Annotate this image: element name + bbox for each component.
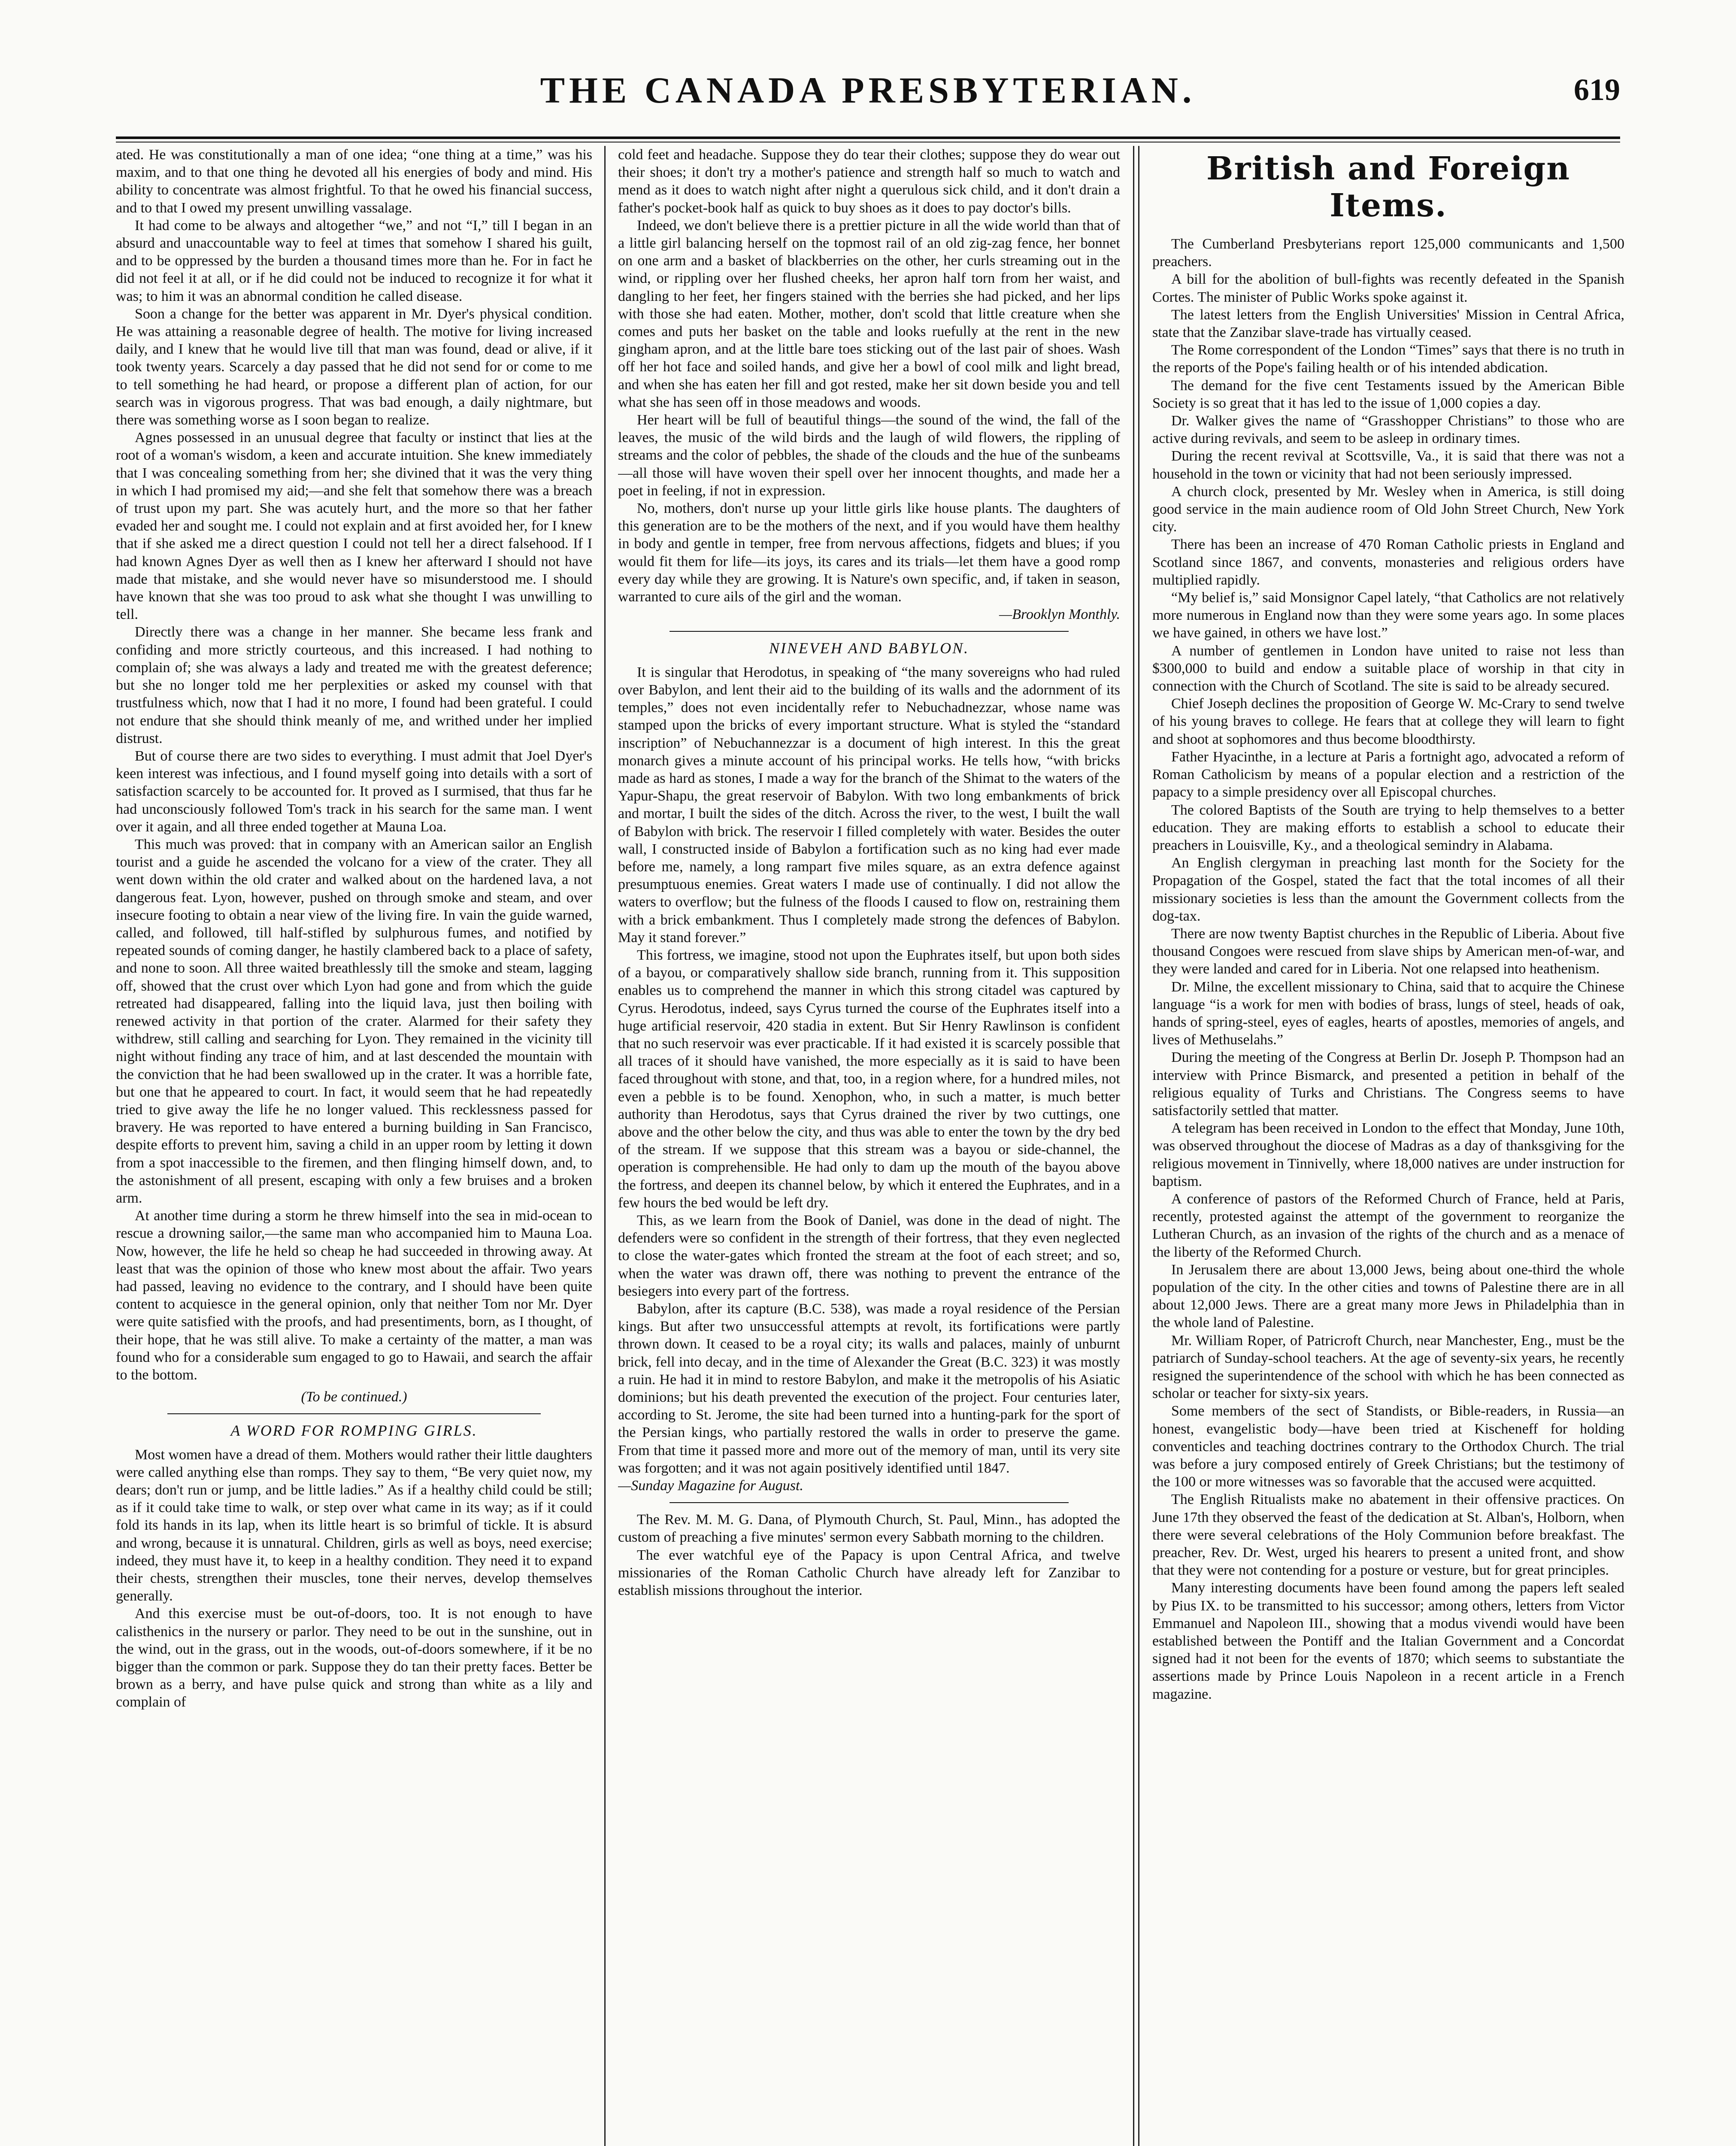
paragraph: Soon a change for the better was apparent in Mr. Dyer's physical condition. He was attaining a reasonable degree of health. The motive for living increased daily, and I knew that he would live till that man was found, dead or alive, if it took twenty years. Scarcely a day passed that he did not send for or come to me to tell something he had heard, or propose a different plan of action, for our search was in vigorous progress. That was bad enough, a daily nightmare, but there was something worse as I soon began to realize. [116, 306, 592, 428]
column-1 [116, 146, 592, 2146]
news-item: The latest letters from the English Universities' Mission in Central Africa, state that the Zanzibar slave-trade has virtually ceased. [1152, 306, 1624, 341]
paragraph: This much was proved: that in company with an American sailor an English tourist and a guide he ascended the volcano for a view of the crater. They all went down within the old crater and walked about on the hardened lava, a not dangerous feat. Lyon, however, pushed on through smoke and steam, and over insecure footing to obtain a near view of the living fire. In vain the guide warned, called, and followed, till half-stifled by sulphurous fumes, and notified by repeated sounds of coming danger, he hastily clambered back to a place of safety, and none to soon. All three waited breathlessly till the smoke and steam, lagging off, showed that the crust over which Lyon had gone and from which the guide retreated had disappeared, falling into the liquid lava, just then boiling with renewed activity in that portion of the crater. Alarmed for their safety they withdrew, still calling and searching for Lyon. They remained in the vicinity till night without finding any trace of him, and at last descended the mountain with the conviction that he had been swallowed up in the crater. It was a horrible fate, but one that he appeared to court. In fact, it would seem that he had repeatedly tried to give away the life he no longer valued. This recklessness passed for bravery. He was reported to have entered a burning building in San Francisco, despite efforts to prevent him, saving a child in an upper room by letting it down from a spot inaccessible to the firemen, and then flinging himself down, and, to the astonishment of all present, escaping with only a few bruises and a broken arm. [116, 836, 592, 1206]
paragraph: Directly there was a change in her manner. She became less frank and confiding and more strictly courteous, and this increased. I had nothing to complain of; she was always a lady and treated me with the greatest deference; but she no longer told me her perplexities or asked my counsel with that trustfulness which, now that I had it no more, I found had been grateful. I could not endure that she should think meanly of me, and writhed under her implied distrust. [116, 624, 592, 746]
news-item: During the recent revival at Scottsville, Va., it is said that there was not a household in the town or vicinity that had not been seriously impressed. [1152, 448, 1624, 482]
news-item: In Jerusalem there are about 13,000 Jews, being about one-third the whole population of the city. In the other cities and towns of Palestine there are in all about 12,000 Jews. There are a great many more Jews in Philadelphia than in the whole land of Palestine. [1152, 1261, 1624, 1331]
paragraph: And this exercise must be out-of-doors, too. It is not enough to have calisthenics in the nursery or parlor. They need to be out in the sunshine, out in the wind, out in the grass, out in the woods, out-of-doors somewhere, if it be no bigger than the common or park. Suppose they do tan their pretty faces. Better be brown as a berry, and have pulse quick and strong than white as a lily and complain of [116, 1606, 592, 1710]
column-2 [618, 146, 1120, 2146]
page-number: 619 [1574, 73, 1620, 107]
news-item: A number of gentlemen in London have united to raise not less than $300,000 to build and endow a suitable place of worship in that city in connection with the Church of Scotland. The site is said to be already secured. [1152, 643, 1624, 694]
column-3 [1152, 146, 1624, 2146]
paragraph: It is singular that Herodotus, in speaking of “the many sovereigns who had ruled over Babylon, and lent their aid to the building of its walls and the adornment of its temples,” does not even incidentally refer to Nebuchadnezzar, whose name was stamped upon the bricks of every important structure. What is styled the “standard inscription” of Nebuchannezzar is a document of high interest. In this the great monarch gives a minute account of his principal works. He tells how, “with bricks made as hard as stones, I made a way for the branch of the Shimat to the waters of the Yapur-Shapu, the great reservoir of Babylon. With two long embankments of brick and mortar, I built the sides of the ditch. Across the river, to the west, I built the wall of Babylon with brick. The reservoir I filled completely with water. Besides the outer wall, I constructed inside of Babylon a fortification such as no king had ever made before me, namely, a long rampart five miles square, as an extra defence against presumptuous enemies. Great waters I made use of continually. I did not allow the waters to overflow; but the fulness of the floods I caused to flow on, restraining them with a brick embankment. Thus I completely made strong the defences of Babylon. May it stand forever.” [618, 664, 1120, 946]
news-item: The demand for the five cent Testaments issued by the American Bible Society is so great that it has led to the issue of 1,000 copies a day. [1152, 377, 1624, 411]
section-rule [670, 631, 1069, 632]
paragraph: ated. He was constitutionally a man of one idea; “one thing at a time,” was his maxim, and to that one thing he devoted all his energies of body and mind. His ability to concentrate was almost frightful. To that he owed his financial success, and to that I owed my present unwilling vassalage. [116, 147, 592, 216]
column-divider [604, 146, 606, 2146]
news-item: The Rome correspondent of the London “Times” says that there is no truth in the reports of the Pope's failing health or of his intended abdication. [1152, 342, 1624, 376]
paragraph: Most women have a dread of them. Mothers would rather their little daughters were called anything else than romps. They say to them, “Be very quiet now, my dears; don't run or jump, and be little ladies.” As if a healthy child could be still; as if it could take time to walk, or step over what came in its way; as if it could fold its hands in its lap, when its little heart is so brimful of tickle. It is absurd and wrong, because it is unnatural. Children, girls as well as boys, need exercise; indeed, they must have it, to keep in a healthy condition. They need it to expand their chests, strengthen their muscles, tone their nerves, develop themselves generally. [116, 1446, 592, 1604]
news-item: An English clergyman in preaching last month for the Society for the Propagation of the Gospel, stated the fact that the total incomes of all their missionary societies is less than the amount the Government collects from the dog-tax. [1152, 855, 1624, 924]
paragraph: No, mothers, don't nurse up your little girls like house plants. The daughters of this generation are to be the mothers of the next, and if you would have them healthy in body and gentle in temper, free from nervous affections, fidgets and blues; if you would fit them for life—its joys, its cares and its trials—let them have a good romp every day while they are growing. It is Nature's own specific, and, if taken in season, warranted to cure ails of the girl and the woman. [618, 500, 1120, 605]
section-rule [167, 1413, 541, 1414]
paragraph: Indeed, we don't believe there is a prettier picture in all the wide world than that of a little girl balancing herself on the topmost rail of an old zig-zag fence, her bonnet on one arm and a basket of blackberries on the other, her curls streaming out in the wind, or rippling over her flushed cheeks, her apron half torn from her waist, and dangling to her feet, her fingers stained with the berries she had picked, and her lips with those she had eaten. Mother, mother, don't scold that little creature when she comes and puts her basket on the table and looks ruefully at the rent in the new gingham apron, and at the little bare toes sticking out of the last pair of shoes. Wash off her hot face and soiled hands, and give her a bowl of cool milk and light bread, and when she has eaten her fill and got rested, make her sit down beside you and tell what she has seen off in those meadows and woods. [618, 217, 1120, 410]
news-item: “My belief is,” said Monsignor Capel lately, “that Catholics are not relatively more numerous in England now than they were some years ago. In some places we have gained, in others we have lost.” [1152, 590, 1624, 641]
news-item: Chief Joseph declines the proposition of George W. Mc-Crary to send twelve of his young braves to college. He fears that at college they will learn to fight and shoot at sophomores and thus become bloodthirsty. [1152, 696, 1624, 747]
masthead-rule [116, 136, 1620, 139]
article-heading: NINEVEH AND BABYLON. [769, 640, 969, 657]
news-item: A telegram has been received in London to the effect that Monday, June 10th, was observed throughout the diocese of Madras as a day of thanksgiving for the religious movement in Tinnivelly, where 18,000 natives are under instruction for baptism. [1152, 1120, 1624, 1189]
news-item: The Cumberland Presbyterians report 125,000 communicants and 1,500 preachers. [1152, 236, 1624, 270]
paragraph: Her heart will be full of beautiful things—the sound of the wind, the fall of the leaves, the music of the wild birds and the laugh of wild flowers, the rippling of streams and the color of pebbles, the shade of the clouds and the hue of the sunbeams—all those will have woven their spell over her innocent thoughts, and made her a poet in feeling, if not in expression. [618, 412, 1120, 499]
section-rule [670, 1502, 1069, 1503]
paragraph: This, as we learn from the Book of Daniel, was done in the dead of night. The defenders were so confident in the strength of their fortress, that they even neglected to close the water-gates which fronted the stream at the foot of each street; and so, when the water was drawn off, there was nothing to prevent the entrance of the besiegers into every part of the fortress. [618, 1212, 1120, 1299]
paragraph: This fortress, we imagine, stood not upon the Euphrates itself, but upon both sides of a bayou, or comparatively shallow side branch, running from it. This supposition enables us to comprehend the manner in which this strong citadel was captured by Cyrus. Herodotus, indeed, says Cyrus turned the course of the Euphrates itself into a huge artificial reservoir, 420 stadia in extent. But Sir Henry Rawlinson is confident that no such reservoir was ever practicable. If it had existed it is scarcely possible that all traces of it should have vanished, the more especially as it is said to have been faced throughout with stone, and that, too, in a region where, for a hundred miles, not even a pebble is to be found. Xenophon, who, in such a matter, is much better authority than Herodotus, says that Cyrus drained the river by two cuttings, one above and the other below the city, and thus was able to enter the town by the dry bed of the stream. If we suppose that this stream was a bayou or side-channel, the operation is comprehensible. He had only to dam up the mouth of the bayou above the fortress, and deepen its channel below, by which it entered the Euphrates, and in a few hours the bed would be left dry. [618, 947, 1120, 1211]
paragraph: Babylon, after its capture (B.C. 538), was made a royal residence of the Persian kings. But after two unsuccessful attempts at revolt, its fortifications were partly thrown down. It ceased to be a royal city; its walls and palaces, mainly of unburnt brick, fell into decay, and in the time of Alexander the Great (B.C. 323) it was mostly a ruin. He had it in mind to restore Babylon, and make it the metropolis of his Asiatic dominions; but his death prevented the execution of the project. Four centuries later, according to St. Jerome, the site had been turned into a hunting-park for the sport of the Persian kings, who partially restored the walls in order to preserve the game. From that time it passed more and more out of the memory of man, until its very site was forgotten; and it was not again positively identified until 1847. [618, 1301, 1120, 1476]
news-item: Many interesting documents have been found among the papers left sealed by Pius IX. to be transmitted to his successor; among others, letters from Victor Emmanuel and Napoleon III., showing that a modus vivendi would have been established between the Pontiff and the Italian Government and a Concordat signed had it not been for the events of 1870; which seems to substantiate the assertions made by Prince Louis Napoleon in a recent article in a French magazine. [1152, 1580, 1624, 1702]
news-item: A church clock, presented by Mr. Wesley when in America, is still doing good service in the main audience room of Old John Street Church, New York city. [1152, 483, 1624, 535]
news-item: A conference of pastors of the Reformed Church of France, held at Paris, recently, protested against the attempt of the government to reorganize the Lutheran Church, as an invasion of the rights of the church and as a menace of the liberty of the Reformed Church. [1152, 1191, 1624, 1260]
news-item: Dr. Walker gives the name of “Grasshopper Christians” to those who are active during revivals, and seem to be asleep in ordinary times. [1152, 413, 1624, 447]
section-heading: British and Foreign Items. [1206, 150, 1570, 224]
paragraph: cold feet and headache. Suppose they do tear their clothes; suppose they do wear out their shoes; it don't try a mother's patience and strength half so much to watch and mend as it does to watch night after night a querulous sick child, and it don't drain a father's pocket-book half as quick to buy shoes as it does to pay doctor's bills. [618, 147, 1120, 216]
paragraph: It had come to be always and altogether “we,” and not “I,” till I began in an absurd and unaccountable way to feel at times that somehow I shared his guilt, and to be oppressed by the burden a thousand times more than he. For in fact he did not feel it at all, or if he did could not be induced to recognize it for what it was; to him it was an abnormal condition he called disease. [116, 217, 592, 304]
paragraph: The Rev. M. M. G. Dana, of Plymouth Church, St. Paul, Minn., has adopted the custom of preaching a five minutes' sermon every Sabbath morning to the children. [618, 1512, 1120, 1546]
news-item: The English Ritualists make no abatement in their offensive practices. On June 17th they observed the feast of the dedication at St. Alban's, Holborn, when there were several celebrations of the Holy Communion before breakfast. The preacher, Rev. Dr. West, urged his hearers to present a united front, and show that they were not contending for a posture or vesture, but for great principles. [1152, 1491, 1624, 1579]
news-item: A bill for the abolition of bull-fights was recently defeated in the Spanish Cortes. The minister of Public Works spoke against it. [1152, 271, 1624, 305]
paragraph: The ever watchful eye of the Papacy is upon Central Africa, and twelve missionaries of the Roman Catholic Church have already left for Zanzibar to establish missions throughout the interior. [618, 1547, 1120, 1599]
article-source: —Brooklyn Monthly. [999, 606, 1120, 623]
news-item: There are now twenty Baptist churches in the Republic of Liberia. About five thousand Congoes were rescued from slave ships by American men-of-war, and they were landed and cared for in Liberia. Not one relapsed into heathenism. [1152, 925, 1624, 977]
news-item: The colored Baptists of the South are trying to help themselves to a better education. They are making efforts to establish a school to educate their preachers in Louisville, Ky., and a theological semindry in Alabama. [1152, 802, 1624, 853]
paragraph: Agnes possessed in an unusual degree that faculty or instinct that lies at the root of a woman's wisdom, a keen and accurate intuition. She knew immediately that I was concealing something from her; she divined that it was the very thing in which I had promised my aid;—and she felt that somehow there was a breach of trust upon my part. She was acutely hurt, and the more so that her father evaded her and sought me. I could not explain and at first avoided her, for I knew that if she asked me a direct question I could not tell her a direct falsehood. If I had known Agnes Dyer as well then as I knew her afterward I should not have made that mistake, and she would never have so misunderstood me. I should have known that she was too proud to ask what she thought I was unwilling to tell. [116, 430, 592, 623]
paragraph: But of course there are two sides to everything. I must admit that Joel Dyer's keen interest was infectious, and I found myself going into details with a sort of satisfaction scarcely to be accounted for. It proved as I surmised, that thus far he had unconsciously followed Tom's track in his search for the same man. I went over it again, and all three ended together at Mauna Loa. [116, 748, 592, 835]
article-heading: A WORD FOR ROMPING GIRLS. [230, 1422, 478, 1440]
news-item: Some members of the sect of Standists, or Bible-readers, in Russia—an honest, evangelistic body—have been tried at Kischeneff for holding conventicles and teaching doctrines contrary to the Orthodox Church. The trial was before a jury composed entirely of Greek Christians; but the testimony of the 100 or more witnesses was so favorable that the accused were acquitted. [1152, 1403, 1624, 1490]
article-source: —Sunday Magazine for August. [618, 1478, 803, 1494]
news-item: Mr. William Roper, of Patricroft Church, near Manchester, Eng., must be the patriarch of Sunday-school teachers. At the age of seventy-six years, he recently resigned the superintendence of the school with which he has been connected as scholar or teacher for sixty-six years. [1152, 1332, 1624, 1402]
newspaper-title: THE CANADA PRESBYTERIAN. [540, 70, 1196, 111]
news-item: During the meeting of the Congress at Berlin Dr. Joseph P. Thompson had an interview with Prince Bismarck, and presented a petition in behalf of the religious equality of Turks and Christians. The Congress seems to have satisfactorily settled that matter. [1152, 1049, 1624, 1118]
column-divider [1138, 146, 1139, 2146]
news-item: Dr. Milne, the excellent missionary to China, said that to acquire the Chinese language “is a work for men with bodies of brass, lungs of steel, heads of oak, hands of spring-steel, eyes of eagles, hearts of apostles, memories of angels, and lives of Methuselahs.” [1152, 979, 1624, 1048]
news-item: There has been an increase of 470 Roman Catholic priests in England and Scotland since 1867, and convents, monasteries and religious orders have multiplied rapidly. [1152, 536, 1624, 588]
paragraph: At another time during a storm he threw himself into the sea in mid-ocean to rescue a drowning sailor,—the same man who accompanied him to Mauna Loa. Now, however, the life he held so cheap he had succeeded in throwing away. At least that was the opinion of those who knew most about the affair. Two years had passed, leaving no evidence to the contrary, and I should have been quite content to acquiesce in the general opinion, only that neither Tom nor Mr. Dyer were quite satisfied with the proofs, and had presentiments, born, as I thought, of their hope, that he was still alive. To make a certainty of the matter, a man was found who for a considerable sum engaged to go to Hawaii, and search the affair to the bottom. [116, 1208, 592, 1383]
column-divider [1133, 146, 1134, 2146]
continued-note: (To be continued.) [301, 1389, 407, 1405]
masthead [116, 69, 1620, 133]
news-item: Father Hyacinthe, in a lecture at Paris a fortnight ago, advocated a reform of Roman Catholicism by means of a popular election and a restriction of the papacy to a simple presidency over all Episcopal churches. [1152, 749, 1624, 800]
